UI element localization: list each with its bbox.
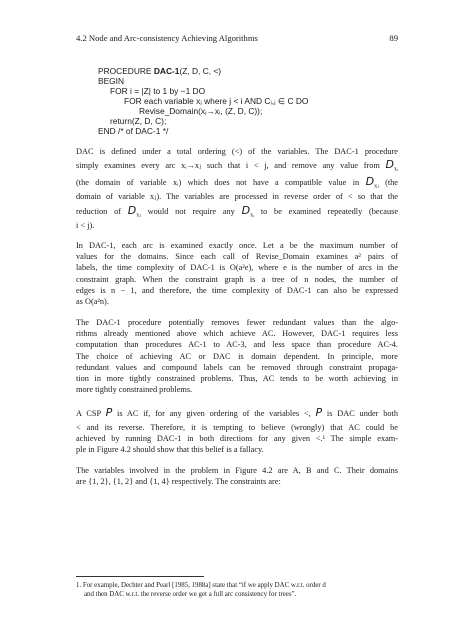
running-head: [76, 33, 398, 47]
text-line: constraint graph. When the constraint graph is a tree of n nodes, the number of: [76, 274, 398, 284]
csp-symbol: P: [105, 405, 113, 419]
procedure-revise-call: Revise_Domain(xⱼ→xᵢ, (Z, D, C));: [139, 106, 263, 116]
text-line: computation than procedures AC-1 to AC-3, and less space than procedure AC-4.: [76, 340, 398, 350]
csp-symbol: P: [315, 405, 323, 419]
text-span: is DAC under both: [326, 408, 398, 418]
paragraph-dac-definition: [76, 146, 398, 231]
text-line: [76, 174, 398, 191]
text-line: achieved by running DAC-1 in both directions for any given <.¹ The simple exam-: [76, 434, 398, 444]
text-line: rithms already mentioned above which achieve AC. However, DAC-1 requires less: [76, 328, 398, 338]
domain-symbol: D: [241, 203, 251, 217]
text-line: [76, 405, 398, 422]
text-line: < and its reverse. Therefore, it is tempting to believe (wrongly) that AC could be: [76, 422, 398, 432]
text-line: ple in Figure 4.2 should show that this belief is a fallacy.: [76, 445, 264, 455]
text-line: [76, 203, 398, 220]
text-line: DAC is defined under a total ordering (<) of the variables. The DAC-1 procedure: [76, 147, 398, 156]
text-line: The DAC-1 procedure potentially removes fewer redundant values than the algo-: [76, 317, 398, 327]
domain-subscript: xᵢ: [250, 212, 255, 219]
procedure-return: return(Z, D, C);: [110, 116, 167, 126]
domain-symbol: D: [127, 203, 137, 217]
text-line: The choice of achieving AC or DAC is domain dependent. In principle, more: [76, 351, 398, 361]
procedure-outer-loop: FOR i = |Z| to 1 by −1 DO: [110, 86, 206, 96]
footnote-rule: [76, 576, 204, 577]
text-line: domain of variable xⱼ). The variables are processed in reverse order of < so that the: [76, 192, 398, 202]
footnote: [76, 581, 398, 599]
paragraph-fallacy: [76, 405, 398, 456]
text-line: The variables involved in the problem in Figure 4.2 are A, B and C. Their domains: [76, 465, 398, 475]
footnote-line: and then DAC w.r.t. the reverse order we get a full arc consistency for trees”.: [84, 591, 297, 598]
text-line: labels, the time complexity of DAC-1 is O(a²e), where e is the number of arcs in the: [76, 263, 398, 273]
text-line: tion in more tightly constrained problems. Thus, AC tends to be worth achieving in: [76, 374, 398, 384]
procedure-header: [98, 66, 388, 76]
domain-symbol: D: [385, 158, 395, 172]
text-span: (the: [385, 178, 398, 188]
domain-subscript: xⱼ: [136, 212, 141, 219]
footnote-line: 1. For example, Dechter and Pearl [1985, 1988a] state that “if we apply DAC w.r.t. order d: [76, 582, 326, 589]
text-line: values for the domains. Since each call of Revise_Domain examines a² pairs of: [76, 252, 398, 262]
text-span: A CSP: [76, 408, 101, 418]
procedure-listing: [98, 66, 388, 136]
text-span: reduction of: [76, 206, 122, 216]
procedure-name: DAC-1: [153, 66, 180, 76]
page-number: 89: [389, 33, 398, 43]
domain-subscript: xⱼ: [374, 183, 379, 190]
domain-symbol: D: [365, 175, 375, 189]
procedure-inner-loop: FOR each variable xⱼ where j < i AND Cᵢ,ⱼ ∈ C DO: [124, 96, 309, 106]
paragraph-complexity: [76, 240, 398, 308]
text-line: In DAC-1, each arc is examined exactly once. Let a be the maximum number of: [76, 240, 398, 250]
text-span: would not require any: [147, 206, 235, 216]
text-line: i < j).: [76, 220, 95, 230]
text-line: are {1, 2}, {1, 2} and {1, 4} respectively. The constraints are:: [76, 476, 281, 486]
text-span: (the domain of variable xᵢ) which does not have a compatible value in: [76, 178, 360, 188]
paragraph-comparison: [76, 317, 398, 396]
procedure-keyword: PROCEDURE: [98, 66, 154, 76]
body-text: [76, 146, 398, 496]
procedure-end: END /* of DAC-1 */: [98, 126, 169, 136]
text-line: redundant values and compound labels can be removed through constraint propaga-: [76, 362, 398, 372]
procedure-begin: BEGIN: [98, 76, 125, 86]
text-line: more tightly constrained problems.: [76, 385, 193, 395]
text-span: is AC if, for any given ordering of the variables <,: [117, 408, 311, 418]
section-title: 4.2 Node and Arc-consistency Achieving Algorithms: [76, 33, 258, 43]
text-line: edges is n − 1, and therefore, the time complexity of DAC-1 can also be expressed: [76, 286, 398, 296]
text-span: simply examines every arc xᵢ→xⱼ such that i < j, and remove any value from: [76, 161, 380, 171]
text-span: to be examined repeatedly (because: [260, 206, 399, 216]
text-line: [76, 157, 398, 174]
text-line: as O(a²n).: [76, 297, 109, 307]
procedure-args: (Z, D, C, <): [179, 66, 222, 76]
domain-subscript: xᵢ: [394, 166, 398, 173]
paragraph-example: [76, 465, 398, 488]
